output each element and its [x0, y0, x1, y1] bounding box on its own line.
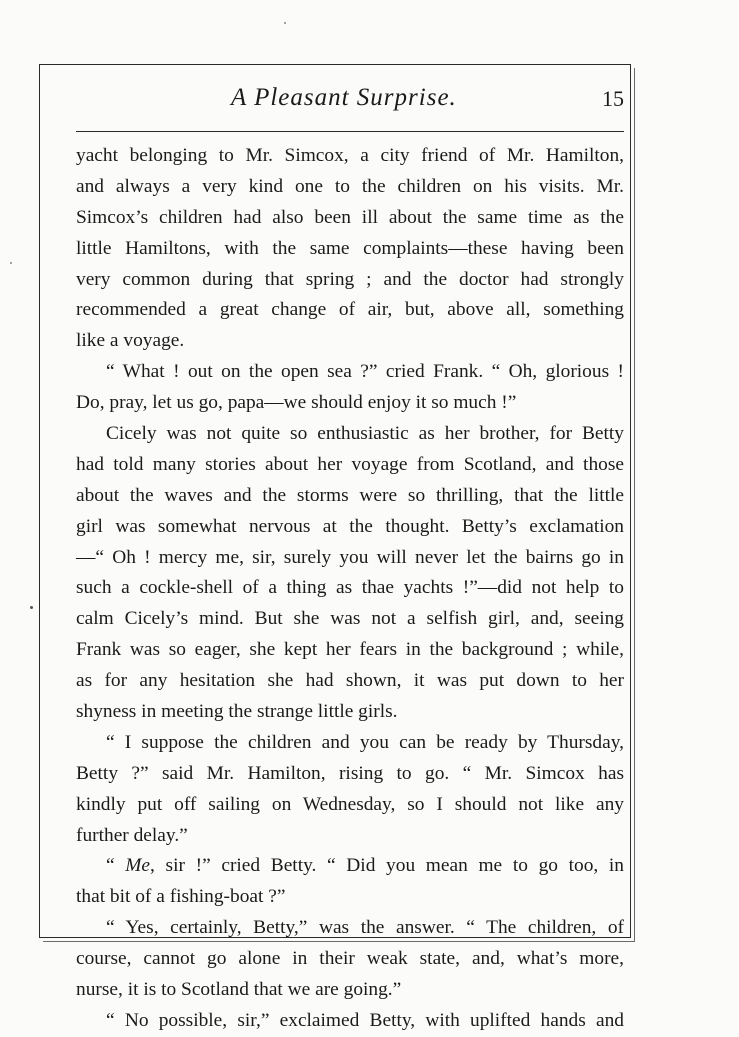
- emphasis-text: Me: [125, 855, 151, 877]
- text-line: Do, pray, let us go, papa—we should enjoy it so much !”: [76, 392, 517, 414]
- text-line: like a voyage.: [76, 330, 185, 352]
- text-line: calm Cicely’s mind. But she was not a selfish girl, and, seeing: [76, 608, 624, 630]
- text-line: girl was somewhat nervous at the thought. Betty’s exclamation: [76, 515, 624, 537]
- text-line: “ No possible, sir,” exclaimed Betty, with uplifted hands and: [106, 1009, 624, 1031]
- text-line: Betty ?” said Mr. Hamilton, rising to go. “ Mr. Simcox has: [76, 762, 624, 784]
- text-line: very common during that spring ; and the doctor had strongly: [76, 268, 624, 290]
- text-line: little Hamiltons, with the same complaints—these having been: [76, 237, 624, 259]
- text-line: yacht belonging to Mr. Simcox, a city friend of Mr. Hamilton,: [76, 145, 624, 166]
- margin-speck: [30, 606, 33, 609]
- text-line: Cicely was not quite so enthusiastic as her brother, for Betty: [106, 423, 624, 445]
- text-line: as for any hesitation she had shown, it was put down to her: [76, 670, 624, 692]
- text-line: and always a very kind one to the children on his visits. Mr.: [76, 175, 624, 197]
- page-number: 15: [602, 86, 624, 111]
- paper-speck: [284, 22, 286, 24]
- text-line: about the waves and the storms were so thrilling, that the little: [76, 484, 624, 506]
- header-rule: [76, 131, 624, 132]
- text-line: further delay.”: [76, 824, 188, 846]
- text-line: Simcox’s children had also been ill about the same time as the: [76, 206, 624, 228]
- body-text: [76, 141, 624, 1037]
- text-line: Frank was so eager, she kept her fears in the background ; while,: [76, 639, 624, 661]
- text-line: had told many stories about her voyage from Scotland, and those: [76, 453, 624, 475]
- text-line: “ I suppose the children and you can be ready by Thursday,: [106, 731, 624, 753]
- text-line: shyness in meeting the strange little girls.: [76, 701, 398, 723]
- text-segment: , sir !” cried Betty. “ Did you mean me to go too, in: [150, 855, 624, 877]
- paper-speck: [10, 262, 12, 264]
- text-line: [76, 851, 624, 882]
- text-line: “ What ! out on the open sea ?” cried Frank. “ Oh, glorious !: [106, 361, 624, 383]
- text-line: that bit of a fishing-boat ?”: [76, 886, 286, 908]
- running-title: A Pleasant Surprise.: [231, 84, 457, 111]
- text-line: kindly put off sailing on Wednesday, so I should not like any: [76, 793, 624, 815]
- text-line: “ Yes, certainly, Betty,” was the answer. “ The children, of: [106, 917, 624, 939]
- text-segment: “: [106, 855, 126, 877]
- text-line: such a cockle-shell of a thing as thae yachts !”—did not help to: [76, 577, 624, 599]
- text-line: —“ Oh ! mercy me, sir, surely you will never let the bairns go in: [76, 546, 624, 568]
- text-line: nurse, it is to Scotland that we are going.”: [76, 979, 402, 1001]
- text-line: recommended a great change of air, but, above all, something: [76, 299, 624, 321]
- text-line: course, cannot go alone in their weak state, and, what’s more,: [76, 948, 624, 970]
- page-header: [76, 84, 624, 124]
